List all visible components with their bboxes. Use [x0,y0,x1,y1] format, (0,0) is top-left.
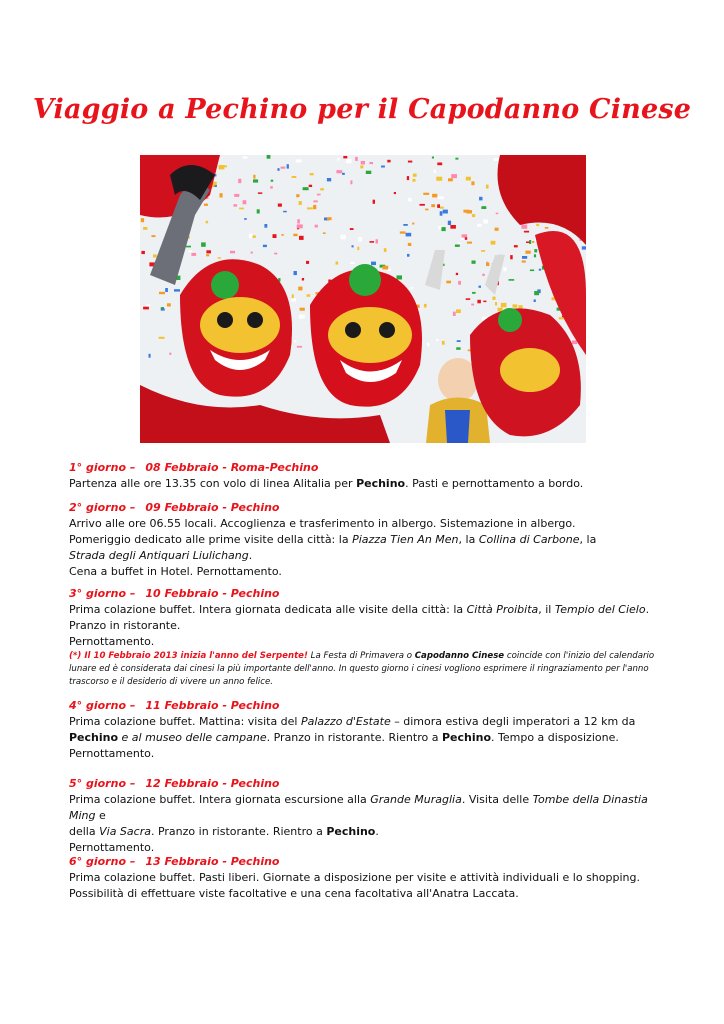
confetti-piece [483,220,488,224]
confetti-piece [477,300,481,304]
confetti-piece [451,174,457,178]
confetti-piece [297,224,303,228]
day-2-line-1: Arrivo alle ore 06.55 locali. Accoglienza e trasferimento in albergo. Sistemazione in albergo. [69,517,576,530]
day-1-text: Partenza alle ore 13.35 con volo di linea Alitalia per Pechino. Pasti e pernottamento a bordo. [69,477,584,490]
confetti-piece [534,299,536,302]
confetti-piece [509,279,515,281]
confetti-piece [466,298,471,300]
confetti-piece [482,274,485,276]
confetti-piece [455,245,460,247]
confetti-piece [530,270,534,272]
confetti-piece [336,262,339,265]
confetti-piece [283,211,287,213]
confetti-piece [244,218,247,220]
confetti-piece [510,255,513,259]
confetti-piece [471,181,474,185]
confetti-piece [243,156,248,158]
confetti-piece [486,263,489,266]
confetti-piece [534,254,536,257]
confetti-piece [294,340,296,342]
confetti-piece [371,262,376,266]
confetti-piece [526,242,530,244]
confetti-piece [427,343,429,346]
confetti-piece [456,309,461,313]
confetti-piece [456,347,460,350]
confetti-piece [253,179,258,182]
confetti-piece [143,307,149,310]
confetti-piece [355,157,358,161]
confetti-piece [483,301,486,303]
day-4-line-3: Pernottamento. [69,747,155,760]
confetti-piece [174,289,180,291]
day-2-line-2: Pomeriggio dedicato alle prime visite della città: la Piazza Tien An Men, la Collina di Carbone, la Strada degli Antiquari Liulichang. [69,533,597,562]
day-3-heading: 3° giorno – 10 Febbraio - Pechino [69,587,280,600]
confetti-piece [437,204,440,208]
confetti-piece [425,209,428,211]
confetti-piece [249,234,253,238]
confetti-piece [271,180,274,182]
confetti-piece [358,237,362,241]
confetti-piece [302,278,304,281]
confetti-piece [436,177,442,181]
confetti-piece [410,287,412,290]
confetti-piece [204,204,208,206]
confetti-piece [327,217,332,220]
confetti-piece [243,200,247,204]
page-title: Viaggio a Pechino per il Capodanno Cinese [32,94,692,125]
confetti-piece [151,235,155,237]
day-3-line-2: Pranzo in ristorante. [69,619,181,632]
confetti-piece [436,339,438,341]
confetti-piece [458,281,461,285]
confetti-piece [346,159,351,163]
confetti-piece [309,185,312,187]
confetti-piece [400,231,406,233]
confetti-piece [582,246,586,249]
confetti-piece [448,178,453,181]
confetti-piece [201,242,206,246]
confetti-piece [442,341,445,345]
confetti-piece [357,247,359,250]
confetti-piece [521,225,527,229]
confetti-piece [446,281,451,284]
confetti-piece [270,186,273,188]
confetti-piece [434,170,436,173]
confetti-piece [383,266,389,270]
confetti-piece [167,303,171,306]
confetti-piece [141,218,144,222]
confetti-piece [431,204,435,207]
confetti-piece [336,170,342,173]
confetti-piece [313,200,317,202]
confetti-piece [350,180,352,184]
confetti-piece [297,346,302,348]
confetti-piece [238,179,241,184]
confetti-piece [503,267,506,271]
confetti-piece [315,225,318,228]
confetti-piece [263,245,267,247]
day-6-line-1: Prima colazione buffet. Pasti liberi. Giornate a disposizione per visite e attività individuali e lo shopping. [69,871,640,884]
day-2-heading: 2° giorno – 09 Febbraio - Pechino [69,501,280,514]
confetti-piece [327,178,331,181]
confetti-piece [320,188,324,190]
confetti-piece [455,158,458,160]
day-3-line-1: Prima colazione buffet. Intera giornata dedicata alle visite della città: la Città Proibita, il Tempio del Cielo. [69,603,650,616]
confetti-piece [466,177,471,181]
confetti-piece [486,185,489,189]
confetti-piece [146,305,150,307]
confetti-piece [239,208,244,210]
confetti-piece [299,201,302,205]
confetti-piece [342,173,345,175]
confetti-piece [524,231,529,233]
confetti-piece [230,251,235,254]
confetti-piece [525,251,530,254]
confetti-piece [206,221,209,224]
confetti-piece [501,303,507,307]
confetti-piece [532,241,534,243]
confetti-piece [539,269,541,271]
confetti-piece [296,194,299,197]
confetti-piece [313,205,316,209]
confetti-piece [394,192,396,194]
confetti-piece [408,243,412,246]
confetti-piece [361,161,365,165]
confetti-piece [373,200,375,204]
confetti-piece [292,176,297,178]
confetti-piece [222,165,228,167]
confetti-piece [310,173,314,175]
confetti-piece [307,207,313,209]
confetti-piece [264,224,267,228]
confetti-piece [534,291,539,295]
confetti-piece [298,287,302,291]
confetti-piece [479,197,482,201]
day-5-section [69,776,669,856]
confetti-piece [299,315,305,319]
confetti-piece [352,245,354,247]
confetti-piece [477,224,482,227]
day-5-line-2: della Via Sacra. Pranzo in ristorante. Rientro a Pechino. [69,825,379,838]
confetti-piece [278,204,282,207]
confetti-piece [481,250,485,252]
confetti-piece [206,250,211,253]
confetti-piece [388,268,391,271]
confetti-piece [267,155,271,159]
day-4-section [69,698,669,762]
confetti-piece [273,234,277,238]
confetti-piece [149,354,151,358]
confetti-piece [423,193,429,195]
confetti-piece [299,236,304,240]
confetti-piece [457,340,461,342]
confetti-piece [437,163,442,166]
confetti-piece [472,292,476,294]
confetti-piece [169,353,171,355]
confetti-piece [287,164,289,168]
confetti-piece [293,234,297,237]
confetti-piece [384,248,387,252]
confetti-piece [440,211,443,216]
confetti-piece [297,219,300,223]
confetti-piece [191,253,196,256]
confetti-piece [281,167,286,169]
confetti-piece [432,194,437,198]
confetti-piece [448,221,451,225]
day-2-section [69,500,669,580]
confetti-piece [534,249,537,252]
confetti-piece [307,294,311,297]
confetti-piece [340,235,345,240]
confetti-piece [317,194,321,196]
confetti-piece [559,317,564,319]
confetti-piece [472,214,475,217]
confetti-piece [253,175,255,179]
confetti-piece [495,302,497,305]
confetti-piece [440,207,444,209]
confetti-piece [572,340,577,344]
confetti-piece [495,228,499,231]
confetti-piece [494,158,499,161]
confetti-piece [161,308,165,310]
confetti-piece [513,304,518,307]
day-5-heading: 5° giorno – 12 Febbraio - Pechino [69,777,280,790]
confetti-piece [408,161,412,163]
confetti-piece [441,227,445,231]
day-6-line-2: Possibilità di effettuare viste facoltative e una cena facoltativa all'Anatra Laccata. [69,887,519,900]
confetti-piece [536,224,539,226]
day-4-line-2: Pechino e al museo delle campane. Pranzo in ristorante. Rientro a Pechino. Tempo a disposizione. [69,731,619,744]
confetti-piece [545,227,549,229]
confetti-piece [189,251,193,253]
confetti-piece [438,197,444,200]
confetti-piece [492,297,495,300]
confetti-piece [161,307,164,309]
confetti-piece [456,273,458,275]
confetti-piece [370,241,375,243]
confetti-piece [350,228,354,230]
day-3-section [69,586,669,689]
confetti-piece [141,251,145,254]
confetti-piece [424,304,427,308]
confetti-piece [323,232,326,234]
confetti-piece [300,308,305,311]
confetti-piece [366,171,372,174]
chinese-new-year-lion-dance-photo [140,155,586,443]
confetti-piece [472,261,476,264]
day-4-line-1: Prima colazione buffet. Mattina: visita del Palazzo d'Estate – dimora estiva degli imperatori a 12 km da [69,715,636,728]
confetti-piece [408,198,412,202]
confetti-piece [233,204,237,206]
confetti-piece [274,253,277,255]
confetti-piece [258,192,262,194]
confetti-piece [296,160,302,163]
confetti-piece [458,242,461,244]
confetti-piece [471,304,474,306]
confetti-piece [420,204,425,206]
confetti-piece [407,176,409,180]
confetti-piece [186,246,191,248]
confetti-piece [522,261,526,263]
confetti-piece [403,224,408,226]
day-3-line-3: Pernottamento. [69,635,155,648]
confetti-piece [522,256,527,259]
confetti-piece [413,174,417,177]
confetti-piece [143,227,147,230]
confetti-piece [220,193,223,197]
day-1-section [69,460,669,492]
confetti-piece [498,308,503,312]
confetti-piece [467,242,472,244]
confetti-piece [450,225,456,229]
confetti-piece [159,292,165,294]
confetti-piece [432,157,434,159]
day-1-heading: 1° giorno – 08 Febbraio - Roma-Pechino [69,461,319,474]
confetti-piece [387,160,390,163]
confetti-piece [479,286,482,288]
day-5-line-3: Pernottamento. [69,841,155,854]
confetti-piece [397,275,403,279]
confetti-piece [360,165,363,168]
confetti-piece [218,257,221,259]
confetti-piece [496,213,499,215]
confetti-piece [257,209,260,213]
confetti-piece [153,254,157,257]
confetti-piece [376,239,379,243]
confetti-piece [206,254,209,256]
confetti-piece [463,210,469,213]
confetti-piece [443,210,448,214]
confetti-piece [303,187,309,190]
confetti-piece [251,252,253,254]
confetti-piece [292,298,297,301]
confetti-piece [453,312,456,316]
confetti-piece [481,206,486,209]
confetti-piece [514,245,518,247]
confetti-piece [294,271,297,275]
confetti-piece [337,158,339,161]
confetti-piece [369,162,373,164]
day-5-line-1: Prima colazione buffet. Intera giornata escursione alla Grande Muraglia. Visita delle Tombe della Dinastia Ming e [69,793,648,822]
confetti-piece [343,156,347,158]
confetti-piece [234,194,239,197]
day-4-heading: 4° giorno – 11 Febbraio - Pechino [69,699,280,712]
confetti-piece [159,337,165,339]
confetti-piece [277,168,279,171]
confetti-piece [306,261,309,264]
serpent-year-note: (*) Il 10 Febbraio 2013 inizia l'anno del Serpente! La Festa di Primavera o Capodanno Cinese coincide con l'inizio del calendario lunare ed è considerata dai cinesi la più importante dell'anno. In questo giorno i cinesi vogliono esprimere il ringraziamento per l'anno trascorso e il desiderio di vivere un anno felice. [69,651,655,687]
day-6-heading: 6° giorno – 13 Febbraio - Pechino [69,855,280,868]
day-6-section [69,854,669,902]
confetti-piece [407,254,410,257]
lion-dance-photo [140,155,586,443]
confetti-piece [350,262,355,264]
confetti-piece [165,288,168,292]
confetti-piece [381,166,385,168]
confetti-piece [412,223,414,225]
confetti-piece [413,179,416,182]
confetti-piece [461,238,465,240]
confetti-piece [281,234,283,236]
confetti-piece [406,233,412,237]
confetti-piece [292,294,294,298]
day-2-line-3: Cena a buffet in Hotel. Pernottamento. [69,565,282,578]
confetti-piece [491,241,496,245]
